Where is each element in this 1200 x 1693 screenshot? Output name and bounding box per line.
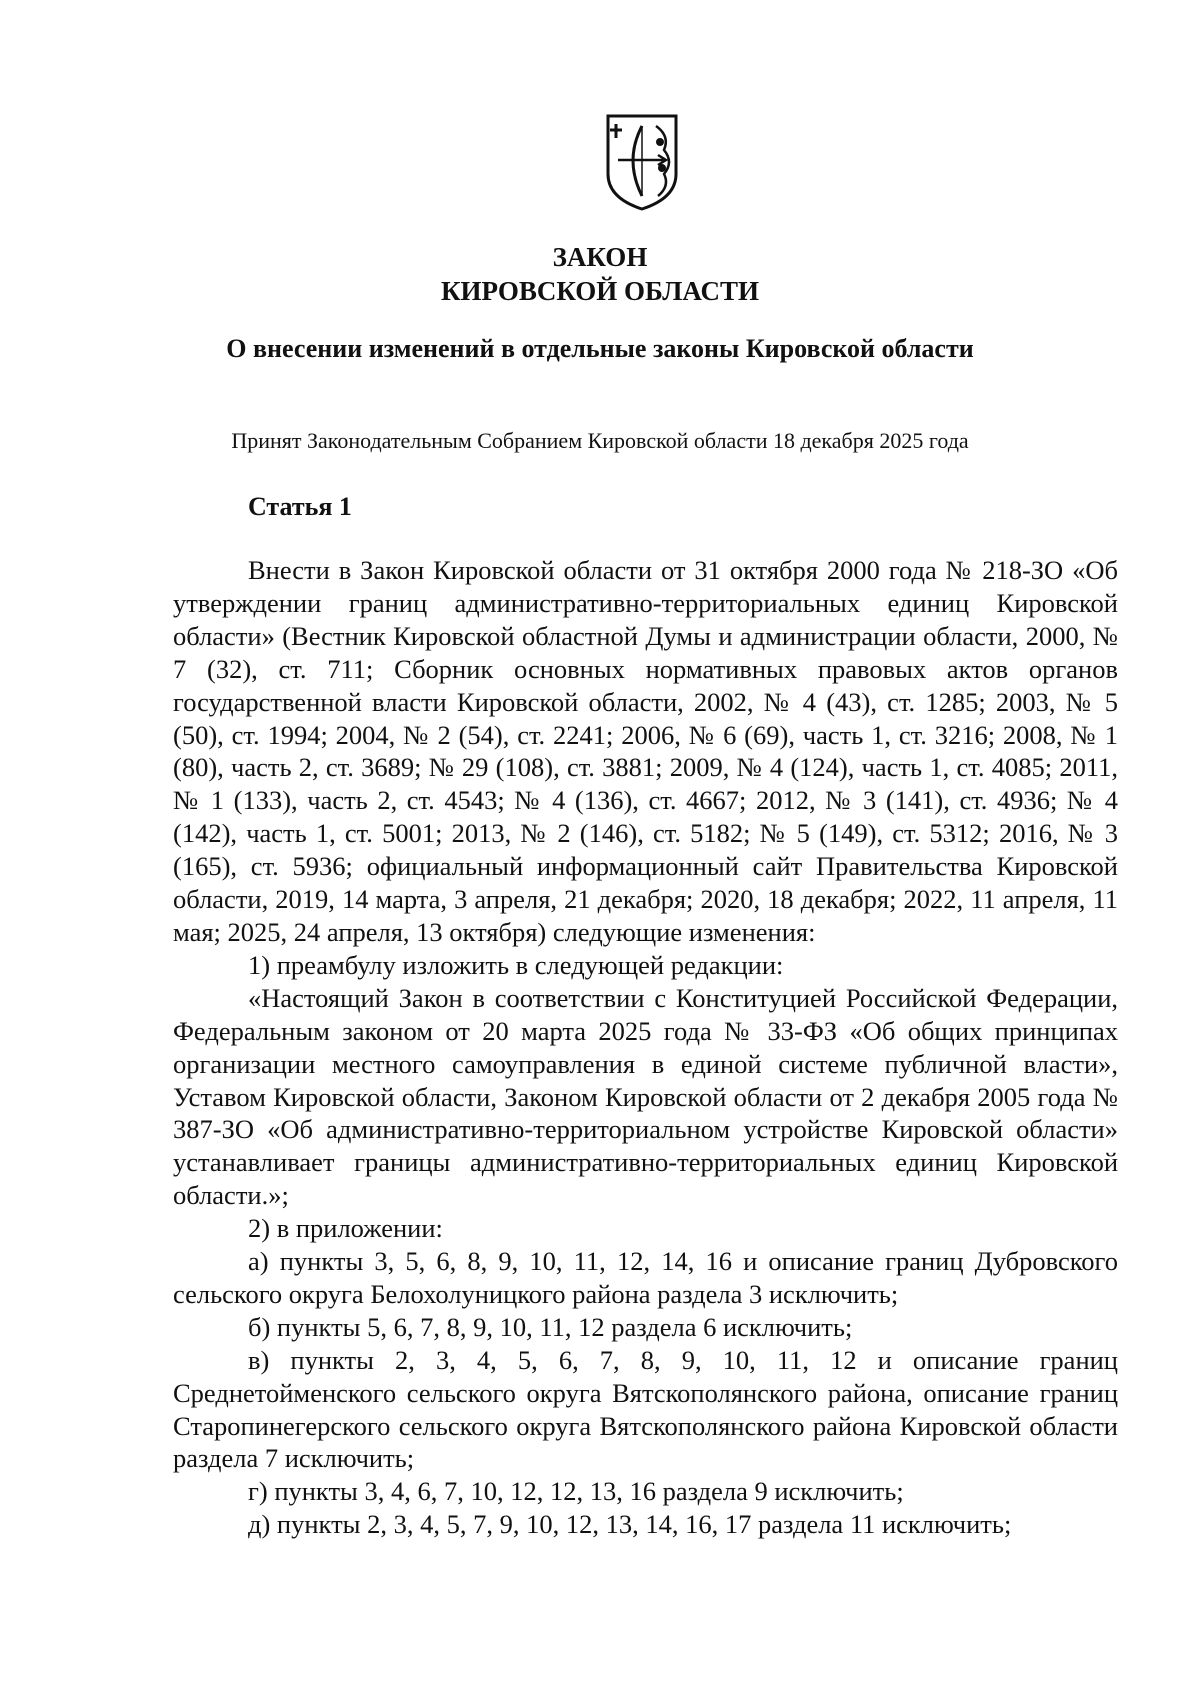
paragraph: 2) в приложении: (248, 1213, 443, 1244)
law-subtitle: О внесении изменений в отдельные законы Кировской области (226, 334, 974, 363)
law-title: ЗАКОН (552, 242, 648, 272)
kirov-oblast-coat-of-arms-icon (604, 112, 680, 212)
law-region-title: КИРОВСКОЙ ОБЛАСТИ (440, 276, 760, 306)
paragraph: д) пункты 2, 3, 4, 5, 7, 9, 10, 12, 13, 14, 16, 17 раздела 11 исключить; (248, 1509, 1012, 1540)
paragraph: б) пункты 5, 6, 7, 8, 9, 10, 11, 12 раздела 6 исключить; (248, 1311, 853, 1342)
paragraph: в) пункты 2, 3, 4, 5, 6, 7, 8, 9, 10, 11, 12 и описание границ Среднетойменского сельского округа Вятскополянского района, описание границ Старопинегерского сельского округа Вятскополянского района Кировской области раздела 7 исключить; (173, 1344, 1118, 1474)
paragraph: а) пункты 3, 5, 6, 8, 9, 10, 11, 12, 14, 16 и описание границ Дубровского сельского округа Белохолуницкого района раздела 3 исключить; (173, 1246, 1118, 1309)
paragraph: «Настоящий Закон в соответствии с Конституцией Российской Федерации, Федеральным законом от 20 марта 2025 года № 33-ФЗ «Об общих принципах организации местного самоуправления в единой системе публичной власти», Уставом Кировской области, Законом Кировской области от 2 декабря 2005 года № 387-ЗО «Об административно-территориальном устройстве Кировской области» устанавливает границы административно-территориальных единиц Кировской области.»; (173, 982, 1118, 1211)
paragraph: 1) преамбулу изложить в следующей редакции: (248, 949, 784, 980)
article-body (173, 554, 1118, 1541)
paragraph: Внести в Закон Кировской области от 31 октября 2000 года № 218-ЗО «Об утверждении границ административно-территориальных единиц Кировской области» (Вестник Кировской областной Думы и администрации области, 2000, № 7 (32), ст. 711; Сборник основных нормативных правовых актов органов государственной власти Кировской области, 2002, № 4 (43), ст. 1285; 2003, № 5 (50), ст. 1994; 2004, № 2 (54), ст. 2241; 2006, № 6 (69), часть 1, ст. 3216; 2008, № 1 (80), часть 2, ст. 3689; № 29 (108), ст. 3881; 2009, № 4 (124), часть 1, ст. 4085; 2011, № 1 (133), часть 2, ст. 4543; № 4 (136), ст. 4667; 2012, № 3 (141), ст. 4936; № 4 (142), часть 1, ст. 5001; 2013, № 2 (146), ст. 5182; № 5 (149), ст. 5312; 2016, № 3 (165), ст. 5936; официальный информационный сайт Правительства Кировской области, 2019, 14 марта, 3 апреля, 21 декабря; 2020, 18 декабря; 2022, 11 апреля, 11 мая; 2025, 24 апреля, 13 октября) следующие изменения: (173, 555, 1118, 947)
article-heading: Статья 1 (248, 492, 352, 521)
adoption-note: Принят Законодательным Собранием Кировской области 18 декабря 2025 года (231, 428, 969, 453)
paragraph: г) пункты 3, 4, 6, 7, 10, 12, 12, 13, 16 раздела 9 исключить; (248, 1476, 904, 1507)
